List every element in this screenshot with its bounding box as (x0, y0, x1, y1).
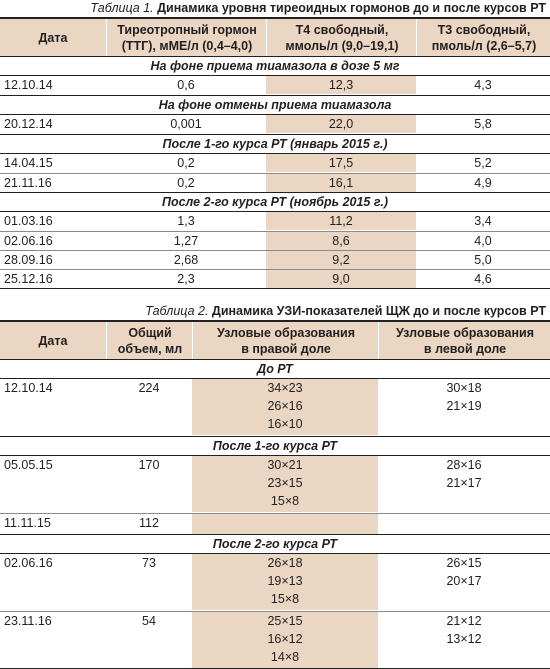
t3-cell (416, 154, 550, 172)
cell-value: 02.06.16 (4, 556, 53, 570)
header-left-lobe: Узловые образования в левой доле (378, 322, 550, 359)
t3-cell (416, 212, 550, 230)
t4-cell (266, 154, 416, 172)
cell-value: 8,6 (332, 234, 350, 248)
table-2-title: Динамика УЗИ-показателей ЩЖ до и после курсов РТ (211, 304, 546, 318)
right-lobe-cell (192, 612, 378, 668)
cell-value: 9,2 (332, 253, 350, 267)
left-lobe-cell (378, 554, 550, 610)
table-2-header (0, 322, 550, 359)
table-1-title: Динамика уровня тиреоидных гормонов до и после курсов РТ (157, 1, 546, 15)
t4-cell (266, 174, 416, 192)
ttg-cell (106, 212, 266, 230)
cell-value: 12.10.14 (4, 78, 53, 92)
cell-value: 30×18 (446, 381, 482, 395)
table-row (0, 76, 550, 94)
cell-value: 16×10 (267, 417, 303, 431)
ttg-cell (106, 251, 266, 269)
header-volume: Общий объем, мл (106, 322, 193, 359)
volume-cell (106, 379, 192, 435)
section-heading: На фоне приема тиамазола в дозе 5 мг (0, 56, 550, 76)
cell-value: 14×8 (270, 650, 300, 664)
header-date: Дата (38, 30, 68, 45)
cell-value: 5,2 (474, 156, 492, 170)
right-lobe-cell (192, 379, 378, 435)
cell-value: 2,3 (177, 272, 195, 286)
cell-value: 25.12.16 (4, 272, 53, 286)
cell-value: 2,68 (173, 253, 199, 267)
table-1-caption (0, 0, 546, 16)
left-lobe-cell (378, 379, 550, 435)
cell-value: 17,5 (328, 156, 354, 170)
date-cell (0, 115, 106, 133)
cell-value: 5,8 (474, 117, 492, 131)
cell-value: 21×12 (446, 614, 482, 628)
table-row (0, 379, 550, 435)
cell-value: 23×15 (267, 476, 303, 490)
cell-value: 0,2 (177, 156, 195, 170)
table-row (0, 212, 550, 230)
cell-value: 21×19 (446, 399, 482, 413)
cell-value: 3,4 (474, 214, 492, 228)
ttg-cell (106, 232, 266, 250)
ttg-cell (106, 154, 266, 172)
cell-value: 54 (142, 614, 156, 628)
cell-value: 26×15 (446, 556, 482, 570)
cell-value: 11,2 (329, 214, 353, 228)
t4-cell (266, 115, 416, 133)
t4-cell (266, 212, 416, 230)
table-row (0, 554, 550, 610)
cell-value: 0,2 (177, 176, 195, 190)
section-heading: После 2-го курса РТ (0, 534, 550, 554)
t3-cell (416, 76, 550, 94)
cell-value: 4,9 (474, 176, 492, 190)
cell-value: 01.03.16 (4, 214, 53, 228)
table-1-label: Таблица 1. (90, 1, 154, 15)
date-cell (0, 514, 106, 534)
t3-cell (416, 232, 550, 250)
cell-value: 4,0 (474, 234, 492, 248)
t4-cell (266, 270, 416, 288)
volume-cell (106, 514, 192, 534)
left-lobe-cell (378, 456, 550, 512)
cell-value: 05.05.15 (4, 458, 53, 472)
ttg-cell (106, 76, 266, 94)
cell-value: 23.11.16 (4, 614, 52, 628)
table-row (0, 611, 550, 668)
t3-cell (416, 251, 550, 269)
volume-cell (106, 554, 192, 610)
section-heading: На фоне отмены приема тиамазола (0, 95, 550, 115)
cell-value: 0,6 (177, 78, 195, 92)
ttg-cell (106, 270, 266, 288)
t4-cell (266, 232, 416, 250)
cell-value: 170 (138, 458, 160, 472)
date-cell (0, 154, 106, 172)
cell-value: 22,0 (328, 117, 354, 131)
t3-cell (416, 174, 550, 192)
section-heading: После 1-го курса РТ (0, 436, 550, 456)
table-1-bottom-rule (0, 288, 550, 289)
date-cell (0, 612, 106, 668)
cell-value: 12,3 (328, 78, 354, 92)
table-row (0, 513, 550, 534)
table-row (0, 154, 550, 172)
cell-value: 4,3 (474, 78, 492, 92)
left-lobe-cell (378, 514, 550, 534)
table-row (0, 250, 550, 269)
cell-value: 15×8 (270, 592, 300, 606)
date-cell (0, 554, 106, 610)
table-2 (0, 298, 550, 664)
t4-cell (266, 251, 416, 269)
date-cell (0, 456, 106, 512)
cell-value: 02.06.16 (4, 234, 53, 248)
t4-cell (266, 76, 416, 94)
cell-value: 4,6 (474, 272, 492, 286)
table-row (0, 231, 550, 250)
date-cell (0, 232, 106, 250)
cell-value: 25×15 (267, 614, 303, 628)
cell-value: 20×17 (446, 574, 482, 588)
cell-value: 30×21 (267, 458, 303, 472)
cell-value: 19×13 (267, 574, 303, 588)
header-t4: Т4 свободный, ммоль/л (9,0–19,1) (266, 19, 417, 56)
date-cell (0, 212, 106, 230)
cell-value: 73 (142, 556, 156, 570)
cell-value: 1,27 (173, 234, 199, 248)
cell-value: 0,001 (170, 117, 202, 131)
volume-cell (106, 456, 192, 512)
cell-value: 9,0 (332, 272, 350, 286)
t3-cell (416, 115, 550, 133)
header-right-lobe: Узловые образования в правой доле (192, 322, 379, 359)
cell-value: 26×18 (267, 556, 303, 570)
cell-value: 1,3 (177, 214, 195, 228)
cell-value: 11.11.15 (4, 516, 51, 530)
section-heading: После 1-го курса РТ (январь 2015 г.) (0, 134, 550, 154)
t3-cell (416, 270, 550, 288)
table-2-label: Таблица 2. (145, 304, 209, 318)
section-heading: До РТ (0, 359, 550, 379)
cell-value: 224 (138, 381, 160, 395)
ttg-cell (106, 174, 266, 192)
table-row (0, 173, 550, 192)
table-row (0, 269, 550, 288)
header-ttg: Тиреотропный гормон (ТТГ), мМЕ/л (0,4–4,0) (106, 19, 267, 56)
header-date: Дата (38, 333, 68, 348)
right-lobe-cell (192, 514, 378, 534)
cell-value: 21×17 (446, 476, 482, 490)
table-row (0, 456, 550, 512)
ttg-cell (106, 115, 266, 133)
cell-value: 5,0 (474, 253, 492, 267)
right-lobe-cell (192, 456, 378, 512)
cell-value: 21.11.16 (4, 176, 52, 190)
right-lobe-cell (192, 554, 378, 610)
date-cell (0, 76, 106, 94)
cell-value: 26×16 (267, 399, 303, 413)
cell-value: 16×12 (267, 632, 303, 646)
cell-value: 13×12 (446, 632, 482, 646)
table-1-header (0, 19, 550, 56)
table-row (0, 115, 550, 133)
date-cell (0, 379, 106, 435)
cell-value: 14.04.15 (4, 156, 53, 170)
date-cell (0, 270, 106, 288)
table-1 (0, 0, 550, 286)
cell-value: 16,1 (328, 176, 354, 190)
date-cell (0, 174, 106, 192)
table-2-caption (0, 303, 546, 319)
date-cell (0, 251, 106, 269)
section-heading: После 2-го курса РТ (ноябрь 2015 г.) (0, 192, 550, 212)
cell-value: 112 (139, 516, 159, 530)
cell-value: 28×16 (446, 458, 482, 472)
cell-value: 34×23 (267, 381, 303, 395)
header-t3: Т3 свободный, пмоль/л (2,6–5,7) (416, 19, 550, 56)
cell-value: 12.10.14 (4, 381, 53, 395)
cell-value: 28.09.16 (4, 253, 53, 267)
cell-value: 20.12.14 (4, 117, 53, 131)
volume-cell (106, 612, 192, 668)
cell-value: 15×8 (270, 494, 300, 508)
left-lobe-cell (378, 612, 550, 668)
